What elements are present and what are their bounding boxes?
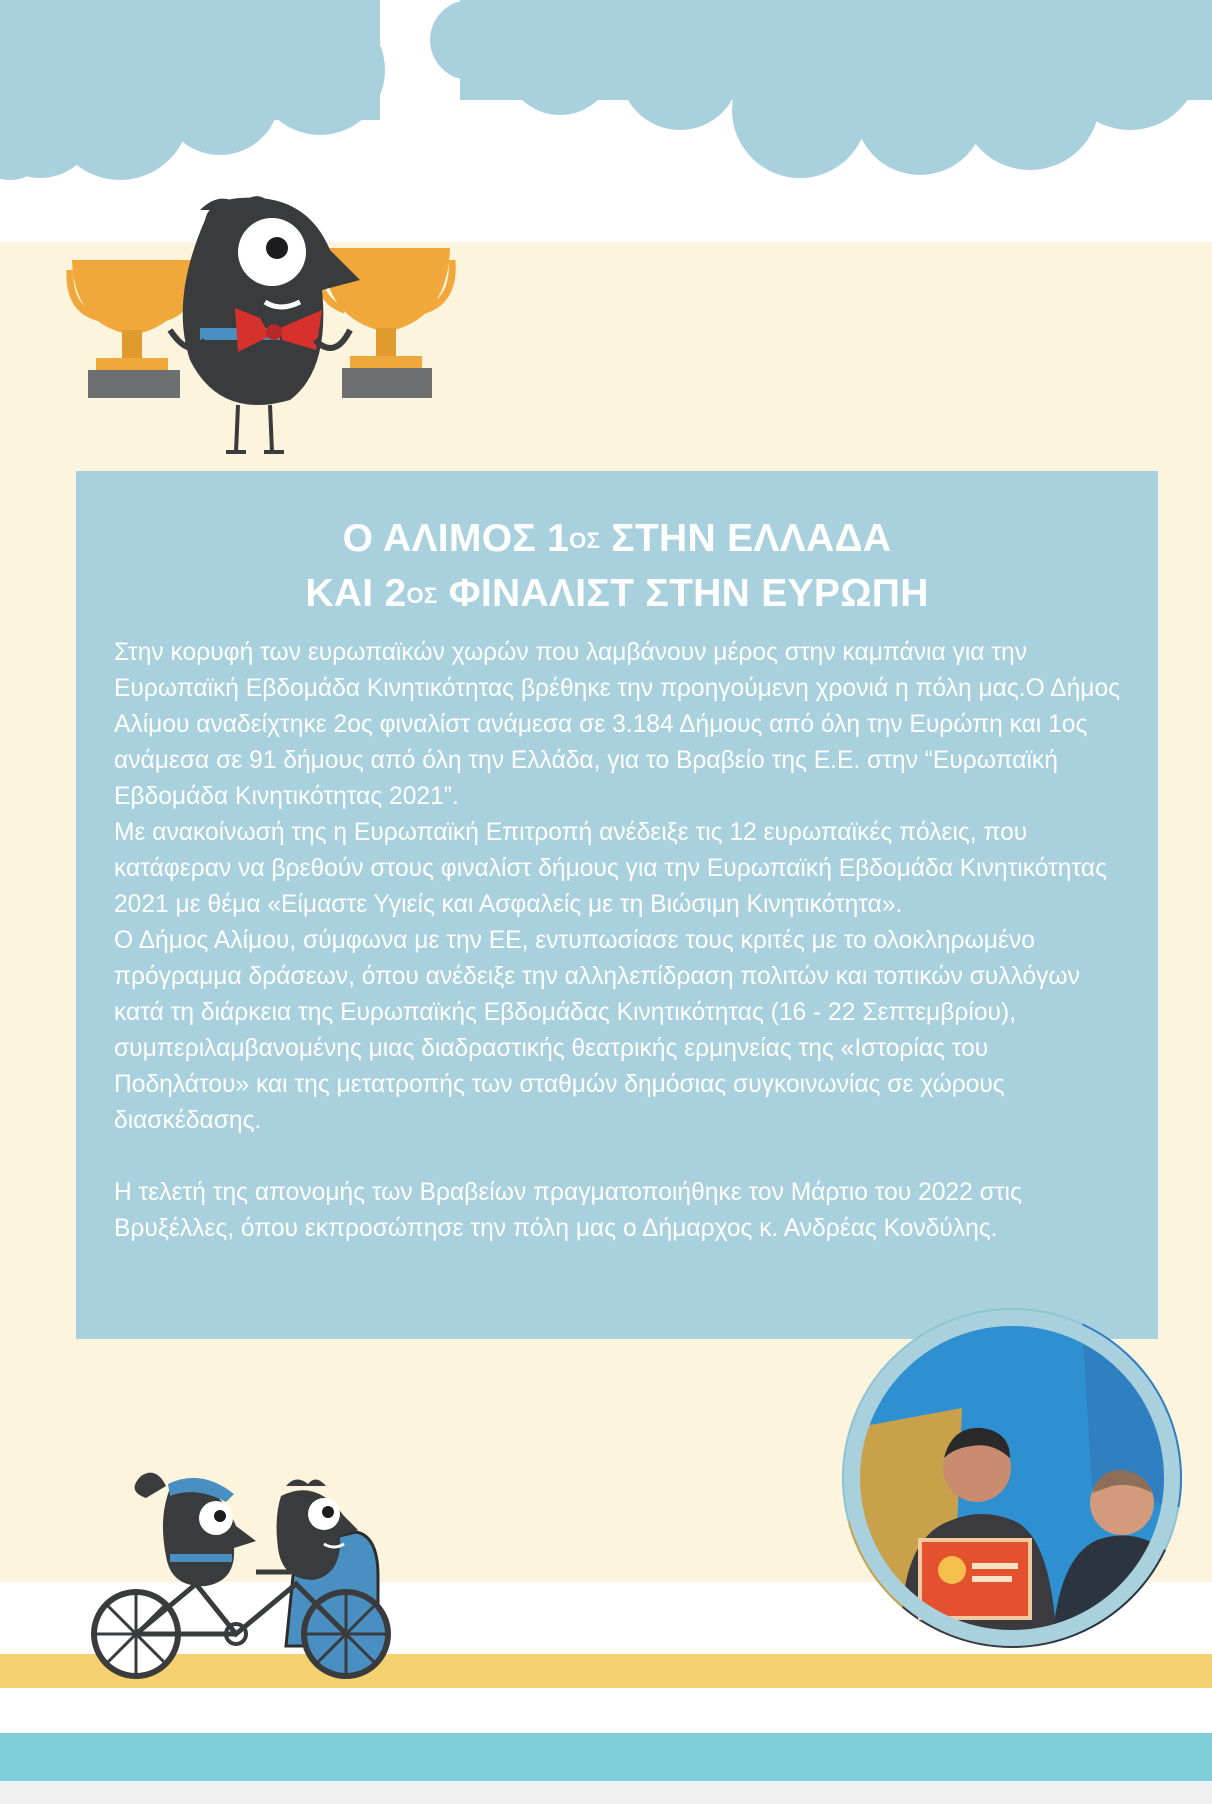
stripe-grey [0,1781,1212,1804]
tandem-bicycle-icon [94,1532,388,1676]
cloud-icon [0,0,385,180]
article-body [114,635,1120,1247]
cloud-icon [430,0,1212,178]
article-title [114,511,1120,621]
paragraph-announcement: Με ανακοίνωσή της η Ευρωπαϊκή Επιτροπή ανέδειξε τις 12 ευρωπαϊκές πόλεις, που κατάφεραν να βρεθούν στους φιναλίστ δήμους για την Ευρωπαϊκή Εβδομάδα Κινητικότητας 2021 με θέμα «Είμαστε Υγιείς και Ασφαλείς με τη Βιώσιμη Κινητικότητα». [114,819,1107,918]
title-line-2: ΚΑΙ $2^{O\Sigma}$ ΦΙΝΑΛΙΣΤ ΣΤΗΝ ΕΥΡΩΠΗ [305,572,929,615]
article-panel [76,471,1158,1339]
stripe-cyan [0,1733,1212,1781]
mascot-with-trophies [60,190,480,480]
mascot-icon [170,196,360,452]
trophy-icon [70,260,192,398]
paragraph-judges: Ο Δήμος Αλίμου, σύμφωνα με την ΕΕ, εντυπωσίασε τους κριτές με το ολοκληρωμένο πρόγραμμα δράσεων, όπου ανέδειξε την αλληλεπίδραση πολιτών και τοπικών συλλόγων κατά τη διάρκεια της Ευρωπαϊκής Εβδομάδας Κινητικότητας (16 - 22 Σεπτεμβρίου), συμπεριλαμβανομένης μιας διαδραστικής θεατρικής ερμηνείας της «Ιστορίας του Ποδηλάτου» και της μετατροπής των σταθμών δημόσιας συγκοινωνίας σε χώρους διασκέδασης. [114,927,1080,1134]
mascot-icon [135,1473,256,1586]
award-ceremony-photo [842,1308,1182,1648]
tandem-bicycle-illustration [86,1456,446,1686]
title-line-1: Ο ΑΛΙΜΟΣ $1^{O\Sigma}$ ΣΤΗΝ ΕΛΛΑΔΑ [342,517,892,560]
paragraph-intro: Στην κορυφή των ευρωπαϊκών χωρών που λαμβάνουν μέρος στην καμπάνια για την Ευρωπαϊκή Εβδομάδα Κινητικότητας βρέθηκε την προηγούμενη χρονιά η πόλη μας.Ο Δήμος Αλίμου αναδείχτηκε 2ος φιναλίστ ανάμεσα σε 3.184 Δήμους από όλη την Ευρώπη και 1ος ανάμεσα σε 91 δήμους από όλη την Ελλάδα, για το Βραβείο της Ε.Ε. στην “Ευρωπαϊκή Εβδομάδα Κινητικότητας 2021”. [114,639,1120,810]
paragraph-ceremony: Η τελετή της απονομής των Βραβείων πραγματοποιήθηκε τον Μάρτιο του 2022 στις Βρυξέλλες, όπου εκπροσώπησε την πόλη μας ο Δήμαρχος κ. Ανδρέας Κονδύλης. [114,1179,1022,1242]
